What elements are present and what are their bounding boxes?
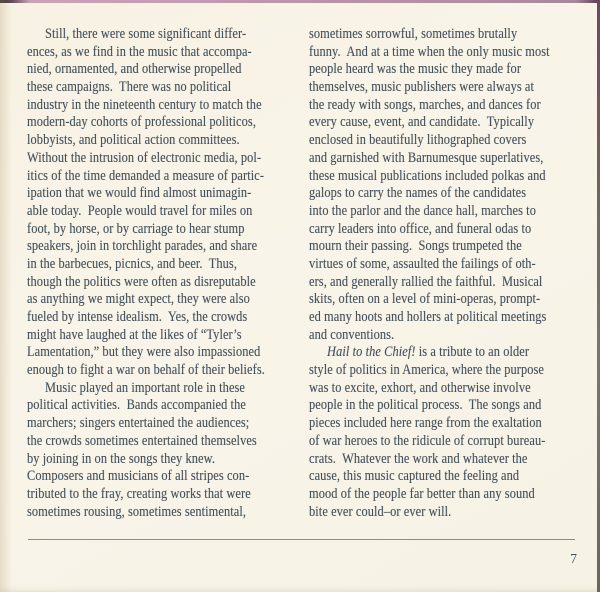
text-line: modern-day cohorts of professional politicos, xyxy=(27,114,257,131)
text-line: virtues of some, assaulted the failings of oth- xyxy=(309,255,536,272)
text-line: ed many hoots and hollers at political meetings xyxy=(309,309,547,325)
text-line: fueled by intense idealism. Yes, the crowds xyxy=(27,309,248,325)
text-line: style of politics in America, where the purpose xyxy=(309,362,545,379)
text-line: pieces included here range from the exaltation xyxy=(309,415,542,432)
text-line: the ready with songs, marches, and dances for xyxy=(309,96,541,113)
text-line: and conventions. xyxy=(309,326,395,343)
italic-title: Hail to the Chief! xyxy=(327,344,416,361)
text-line: themselves, music publishers were always at xyxy=(309,79,535,96)
text-line: foot, by horse, or by carriage to hear stump xyxy=(27,220,245,237)
text-line: enough to fight a war on behalf of their beliefs. xyxy=(27,362,265,379)
text-line: Music played an important role in these xyxy=(45,379,246,396)
text-line: Still, there were some significant differ- xyxy=(45,26,247,42)
text-line: the crowds sometimes entertained themselves xyxy=(27,432,257,449)
text-line: bite ever could–or ever will. xyxy=(309,503,452,520)
text-line: by joining in on the songs they knew. xyxy=(27,450,216,467)
text-line: speakers, join in torchlight parades, and share xyxy=(27,238,258,255)
text-line: might have laughed at the likes of “Tyler’s xyxy=(27,326,242,343)
text-line: carry leaders into office, and funeral odas to xyxy=(309,220,532,237)
text-line: able today. People would travel for miles on xyxy=(27,202,253,219)
text-line: crats. Whatever the work and whatever the xyxy=(309,450,528,467)
page-top-edge xyxy=(0,0,600,3)
text-line: in the barbecues, picnics, and beer. Thus, xyxy=(27,255,238,272)
footer-rule xyxy=(28,539,575,540)
text-line: tributed to the fray, creating works that were xyxy=(27,485,251,502)
text-line: sometimes sorrowful, sometimes brutally xyxy=(309,26,518,42)
text-line: people in the political process. The songs and xyxy=(309,397,542,414)
text-line: of war heroes to the ridicule of corrupt bureau- xyxy=(309,432,546,449)
text-line: was to excite, exhort, and otherwise involve xyxy=(309,379,531,396)
text-line: into the parlor and the dance hall, marches to xyxy=(309,202,536,219)
text-line: Composers and musicians of all stripes con- xyxy=(27,468,250,485)
text-line: itics of the time demanded a measure of partic- xyxy=(27,167,265,184)
text-line: mourn their passing. Songs trumpeted the xyxy=(309,238,522,255)
text-line: nied, ornamented, and otherwise propelled xyxy=(27,61,242,78)
text-line: these musical publications included polkas and xyxy=(309,167,546,184)
text-line: though the politics were often as disreputable xyxy=(27,273,256,290)
text-line: ences, as we find in the music that accompa- xyxy=(27,43,252,60)
text-line: these campaigns. There was no political xyxy=(27,79,232,96)
text-line: ipation that we would find almost unimagin- xyxy=(27,185,252,202)
text-line: enclosed in beautifully lithographed covers xyxy=(309,132,527,149)
text-line: Lamentation,” but they were also impassioned xyxy=(27,344,261,361)
text-line: sometimes rousing, sometimes sentimental, xyxy=(27,503,247,520)
text-line: as anything we might expect, they were also xyxy=(27,291,250,308)
text-line: cause, this music captured the feeling and xyxy=(309,468,520,485)
text-line: and garnished with Barnumesque superlatives, xyxy=(309,149,544,166)
text-column-right xyxy=(309,26,579,521)
text-line: political activities. Bands accompanied the xyxy=(27,397,246,414)
text-line: Without the intrusion of electronic media, pol- xyxy=(27,149,262,166)
column-text-left xyxy=(27,26,295,521)
text-column-left xyxy=(27,26,299,521)
text-line: people heard was the music they made for xyxy=(309,61,522,78)
text-line: marchers; singers entertained the audiences; xyxy=(27,415,250,432)
text-line: mood of the people far better than any sound xyxy=(309,485,535,502)
text-line: Hail to the Chief! is a tribute to an older xyxy=(327,344,530,361)
column-text-right xyxy=(309,26,577,521)
text-line: lobbyists, and political action committees. xyxy=(27,132,240,149)
text-line: galops to carry the names of the candidates xyxy=(309,185,527,202)
text-line: skits, often on a level of mini-operas, prompt- xyxy=(309,291,541,308)
text-line: every cause, event, and candidate. Typically xyxy=(309,114,535,131)
text-line: industry in the nineteenth century to match the xyxy=(27,96,262,113)
text-line: ers, and generally rallied the faithful. Musical xyxy=(309,273,543,290)
page-left-shading xyxy=(0,0,12,592)
page-number: 7 xyxy=(570,551,577,566)
text-line: funny. And at a time when the only music most xyxy=(309,43,550,60)
